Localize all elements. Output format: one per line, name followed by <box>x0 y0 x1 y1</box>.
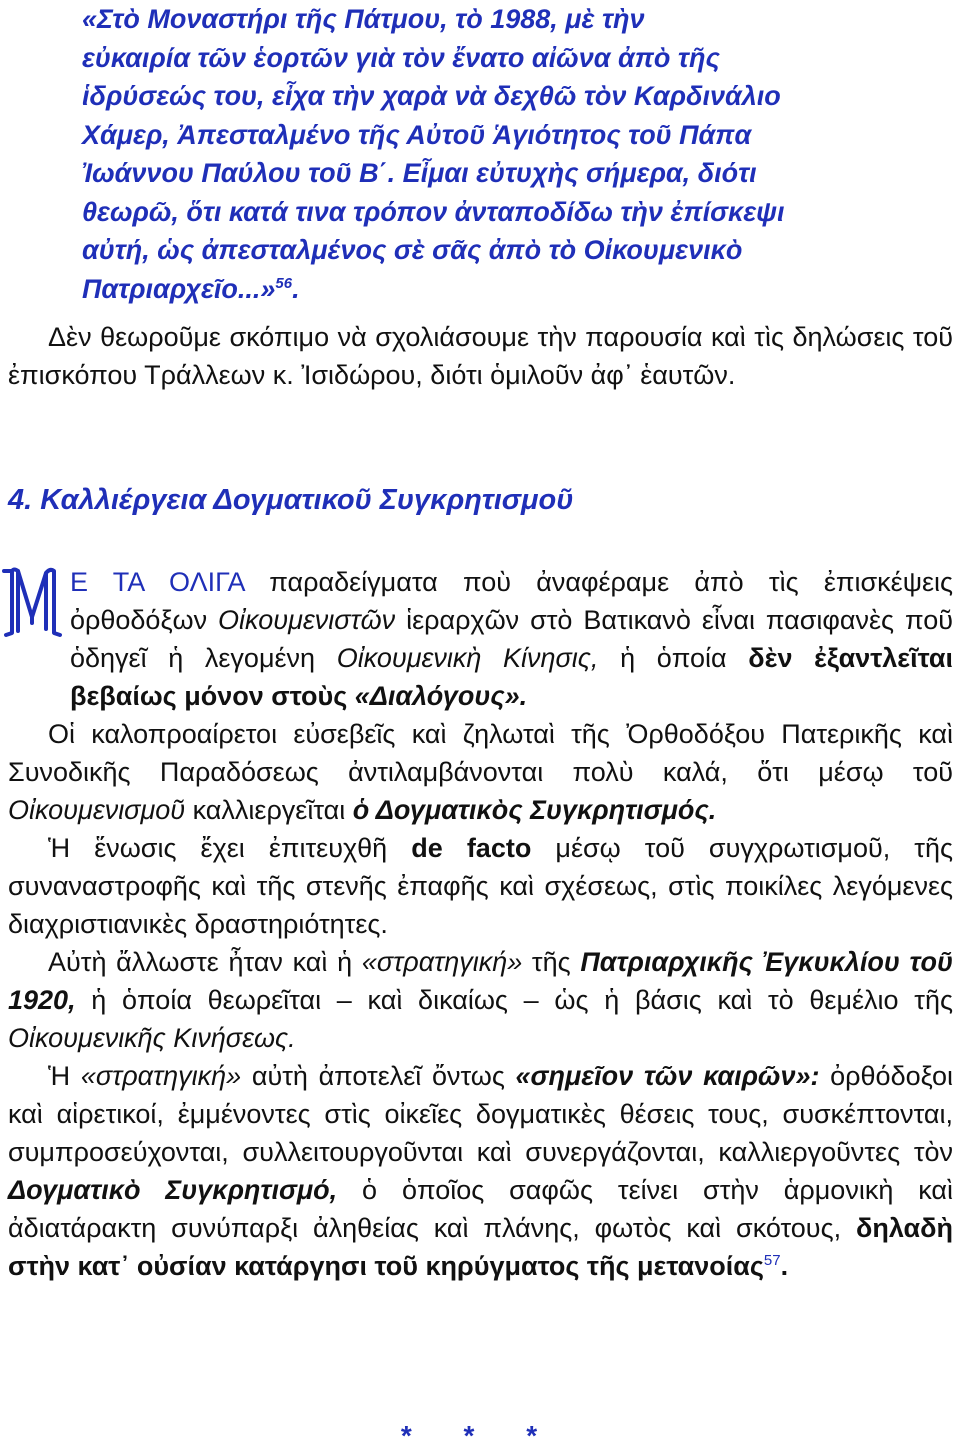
quote-line: αὐτή, ὡς ἀπεσταλμένος σὲ σᾶς ἀπὸ τὸ Οἰκουμενικὸ <box>82 235 743 265</box>
italic-run: Οἰκουμενικῆς Κινήσεως. <box>8 1023 296 1053</box>
text-run: καλλιεργεῖται <box>185 795 353 825</box>
bold-run: δηλαδὴ στὴν κατ᾽ οὐσίαν κατάργησι τοῦ κηρύγματος τῆς μετανοίας <box>8 1213 953 1281</box>
block-quote <box>82 0 902 308</box>
italic-run: «στρατηγική» <box>361 947 523 977</box>
footnote-ref-56[interactable]: 56 <box>275 274 293 292</box>
text-run: Αὐτὴ ἄλλωστε ἦταν καὶ ἡ <box>48 947 362 977</box>
text-run: ἡ ὁποία θεωρεῖται – καὶ δικαίως – ὡς ἡ βάσις καὶ τὸ θεμέλιο τῆς <box>75 985 953 1015</box>
bold-italic-run: Πατριαρχικῆς Ἐγκυκλίου τοῦ 1920, <box>8 947 954 1015</box>
quote-line: ἱδρύσεώς του, εἶχα τὴν χαρὰ νὰ δεχθῶ τὸν Καρδινάλιο <box>82 81 781 111</box>
text-run: Οἱ καλοπροαίρετοι εὐσεβεῖς καὶ ζηλωταὶ τῆς Ὀρθοδόξου Πατερικῆς καὶ Συνοδικῆς Παραδόσεως ἀντιλαμβάνονται πολὺ καλά, ὅτι μέσῳ τοῦ <box>8 719 953 787</box>
text-run: Ἡ ἕνωσις ἔχει ἐπιτευχθῆ <box>48 833 412 863</box>
text-run: ἱεραρχῶν στὸ Βατικανὸ εἶναι πασιφανὲς ποῦ ὁδηγεῖ ἡ λεγομένη <box>70 605 954 673</box>
text-run: ὁ ὁποῖος σαφῶς τείνει στὴν ἁρμονικὴ καὶ ἀδιατάρακτη συνύπαρξι ἀληθείας καὶ πλάνης, φωτὸς καὶ σκότους, <box>8 1175 953 1243</box>
text-run: μέσῳ τοῦ συγχρωτισμοῦ, τῆς συναναστροφῆς καὶ τῆς στενῆς ἐπαφῆς καὶ σχέσεως, στὶς ποικίλες λεγόμενες διαχριστιανικὲς δραστηριότητες. <box>8 833 953 939</box>
paragraph-5 <box>8 1057 953 1285</box>
lead-capitals: Ε ΤΑ ΟΛΙΓΑ <box>70 567 245 597</box>
bold-italic-run: ὁ Δογματικὸς Συγκρητισμός. <box>352 795 717 825</box>
section-heading: 4. Καλλιέργεια Δογματικοῦ Συγκρητισμοῦ <box>8 484 574 516</box>
text-run: τῆς <box>522 947 581 977</box>
footnote-ref-57[interactable]: 57 <box>763 1252 781 1269</box>
paragraph-2 <box>8 715 953 829</box>
bold-italic-run: «Διαλόγους». <box>354 681 528 711</box>
quote-end-mark: . <box>292 273 300 304</box>
quote-line: θεωρῶ, ὅτι κατά τινα τρόπον ἀνταποδίδω τὴν ἐπίσκεψι <box>82 196 785 227</box>
quote-line <box>82 270 902 309</box>
italic-run: «στρατηγική» <box>80 1061 242 1091</box>
section-separator-stars: * * * <box>400 1420 560 1451</box>
paragraph-4 <box>8 943 953 1057</box>
quote-line: «Στὸ Μοναστήρι τῆς Πάτμου, τὸ 1988, μὲ τὴν <box>82 4 645 34</box>
bold-run: δὲν ἐξαντλεῖται βεβαίως μόνον στοὺς <box>70 643 954 711</box>
text-run: ἡ ὁποία <box>598 643 749 673</box>
quote-last-text: Πατριαρχεῖο...» <box>82 273 276 304</box>
italic-run: Οἰκουμενικὴ Κίνησις, <box>336 643 599 673</box>
paragraph-text: Δὲν θεωροῦμε σκόπιμο νὰ σχολιάσουμε τὴν παρουσία καὶ τὶς δηλώσεις τοῦ ἐπισκόπου Τράλλεων κ. Ἰσιδώρου, διότι ὁμιλοῦν ἀφ᾽ ἑαυτῶν. <box>8 322 953 390</box>
text-run: ὀρθόδοξοι καὶ αἱρετικοί, ἐμμένοντες στὶς οἰκεῖες δογματικὲς θέσεις τους, συσκέπτονται, συμπροσεύχονται, συλλειτουργοῦνται καὶ συνεργάζονται, καλλιεργοῦντες τὸν <box>8 1061 954 1167</box>
quote-line: εὐκαιρία τῶν ἑορτῶν γιὰ τὸν ἔνατο αἰῶνα ἀπὸ τῆς <box>82 42 720 73</box>
quote-line: Χάμερ, Ἀπεσταλμένο τῆς Αὐτοῦ Ἁγιότητος τοῦ Πάπα <box>82 119 752 150</box>
bold-run: de facto <box>411 833 532 863</box>
body-paragraph-after-quote <box>8 318 953 394</box>
svg-text:Μ: Μ <box>2 565 3 566</box>
bold-italic-run: «σημεῖον τῶν καιρῶν»: <box>515 1061 820 1091</box>
text-run: Ἡ <box>48 1061 81 1091</box>
paragraph-1 <box>8 563 953 715</box>
end-mark: . <box>780 1251 789 1281</box>
italic-run: Οἰκουμενιστῶν <box>218 605 396 635</box>
quote-line: Ἰωάννου Παύλου τοῦ Β΄. Εἶμαι εὐτυχὴς σήμερα, διότι <box>82 158 757 188</box>
text-run: αὐτὴ ἀποτελεῖ ὄντως <box>241 1061 516 1091</box>
bold-italic-run: Δογματικὸ Συγκρητισμό, <box>8 1175 338 1205</box>
italic-run: Οἰκουμενισμοῦ <box>8 795 186 825</box>
text-run: παραδείγματα ποὺ ἀναφέραμε ἀπὸ τὶς ἐπισκέψεις ὀρθοδόξων <box>70 567 953 635</box>
section-body <box>8 563 953 1285</box>
paragraph-3 <box>8 829 953 943</box>
